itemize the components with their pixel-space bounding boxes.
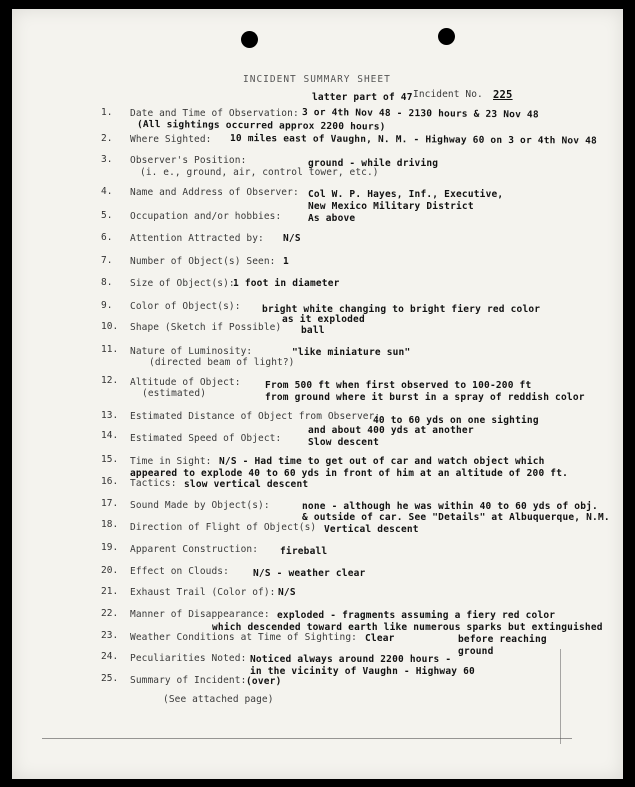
document-page <box>12 9 623 779</box>
item-label-summary: Summary of Incident: <box>130 675 247 686</box>
item-number: 21. <box>101 586 119 597</box>
item-label-time-in-sight: Time in Sight: <box>130 456 212 467</box>
item-label-estimated-distance: Estimated Distance of Object from Observer: <box>130 411 381 422</box>
bottom-rule <box>42 738 572 739</box>
item-answer-estimated-speed: Slow descent <box>308 437 380 448</box>
item-answer-color-of-objects: bright white changing to bright fiery red color <box>262 304 541 315</box>
item-label-shape: Shape (Sketch if Possible) <box>130 322 282 333</box>
punch-hole-left <box>241 31 258 48</box>
item-answer-peculiarities: Noticed always around 2200 hours - <box>250 654 452 665</box>
punch-hole-right <box>438 28 455 45</box>
item-answer-manner-of-disappearance-cont2: before reaching <box>458 634 547 645</box>
item-answer-summary: (over) <box>246 676 282 687</box>
item-number: 1. <box>101 107 113 118</box>
item-label-attention-attracted: Attention Attracted by: <box>130 233 264 244</box>
item-label-where-sighted: Where Sighted: <box>130 134 212 145</box>
item-label-direction-of-flight: Direction of Flight of Object(s) <box>130 522 317 533</box>
item-label-altitude: Altitude of Object: <box>130 377 241 388</box>
item-number: 18. <box>101 519 119 530</box>
item-sublabel-observer-position: (i. e., ground, air, control tower, etc.) <box>140 167 379 178</box>
item-answer-number-of-objects: 1 <box>283 256 289 267</box>
item-label-observer-name-address: Name and Address of Observer: <box>130 187 299 198</box>
item-answer-effect-on-clouds: N/S - weather clear <box>253 568 366 579</box>
item-label-effect-on-clouds: Effect on Clouds: <box>130 566 229 577</box>
item-number: 5. <box>101 210 113 221</box>
item-number: 17. <box>101 498 119 509</box>
item-sublabel-summary: (See attached page) <box>163 694 274 705</box>
item-number: 8. <box>101 277 113 288</box>
item-number: 13. <box>101 410 119 421</box>
item-sublabel-altitude: (estimated) <box>142 388 207 399</box>
item-number: 7. <box>101 255 113 266</box>
item-number: 19. <box>101 542 119 553</box>
item-number: 11. <box>101 344 119 355</box>
form-title: INCIDENT SUMMARY SHEET <box>243 74 391 85</box>
item-label-sound: Sound Made by Object(s): <box>130 500 270 511</box>
item-label-number-of-objects: Number of Object(s) Seen: <box>130 256 276 267</box>
item-answer-luminosity: "like miniature sun" <box>292 347 411 358</box>
incident-number: 225 <box>493 89 513 101</box>
item-answer-apparent-construction: fireball <box>280 546 328 557</box>
item-number: 25. <box>101 673 119 684</box>
item-answer-altitude: From 500 ft when first observed to 100-200 ft <box>265 380 532 391</box>
item-number: 10. <box>101 321 119 332</box>
item-number: 15. <box>101 454 119 465</box>
item-label-manner-of-disappearance: Manner of Disappearance: <box>130 609 270 620</box>
item-label-peculiarities: Peculiarities Noted: <box>130 653 247 664</box>
item-answer-manner-of-disappearance-cont3: ground <box>458 646 494 657</box>
item-label-occupation: Occupation and/or hobbies: <box>130 211 282 222</box>
item-label-weather-conditions: Weather Conditions at Time of Sighting: <box>130 632 357 643</box>
item-answer-exhaust-trail: N/S <box>278 587 296 598</box>
item-answer-observer-name: Col W. P. Hayes, Inf., Executive, <box>308 189 504 200</box>
item-sublabel-luminosity: (directed beam of light?) <box>149 357 295 368</box>
item-answer-manner-of-disappearance: exploded - fragments assuming a fiery red color <box>277 610 556 621</box>
item-answer-where-sighted: 10 miles east of Vaughn, N. M. - Highway 60 on 3 or 4th Nov 48 <box>229 133 598 147</box>
item-answer-direction-of-flight: Vertical descent <box>324 524 419 535</box>
item-answer-weather-conditions: Clear <box>365 633 395 644</box>
item-number: 16. <box>101 476 119 487</box>
item-answer-estimated-distance-cont: and about 400 yds at another <box>308 425 474 436</box>
item-label-date-time: Date and Time of Observation: <box>130 108 299 119</box>
item-label-luminosity: Nature of Luminosity: <box>130 346 253 357</box>
item-label-estimated-speed: Estimated Speed of Object: <box>130 433 282 444</box>
item-number: 23. <box>101 630 119 641</box>
item-number: 22. <box>101 608 119 619</box>
item-label-observer-position: Observer's Position: <box>130 155 247 166</box>
item-number: 4. <box>101 186 113 197</box>
item-answer-date-time-note: (All sightings occurred approx 2200 hours) <box>136 119 386 133</box>
item-answer-manner-of-disappearance-cont: which descended toward earth like numerous sparks but extinguished <box>212 622 603 633</box>
item-answer-time-in-sight-cont: appeared to explode 40 to 60 yds in front of him at an altitude of 200 ft. <box>130 468 569 479</box>
item-number: 6. <box>101 232 113 243</box>
item-answer-attention-attracted: N/S <box>283 233 301 244</box>
item-answer-observer-position: ground - while driving <box>308 158 439 169</box>
item-label-tactics: Tactics: <box>130 478 177 489</box>
date-header: latter part of 47 <box>312 92 413 103</box>
item-answer-observer-address: New Mexico Military District <box>308 201 474 212</box>
item-answer-altitude-cont: from ground where it burst in a spray of reddish color <box>265 392 585 403</box>
incident-label: Incident No. <box>413 89 483 100</box>
item-answer-date-time: 3 or 4th Nov 48 - 2130 hours & 23 Nov 48 <box>301 107 539 121</box>
item-answer-sound: none - although he was within 40 to 60 yds of obj. <box>302 501 598 512</box>
item-answer-estimated-distance: 40 to 60 yds on one sighting <box>373 415 539 426</box>
item-answer-time-in-sight: N/S - Had time to get out of car and watch object which <box>219 456 545 467</box>
item-label-color-of-objects: Color of Object(s): <box>130 301 241 312</box>
item-answer-size-of-objects: 1 foot in diameter <box>233 278 340 289</box>
item-answer-tactics: slow vertical descent <box>184 479 309 490</box>
item-answer-occupation: As above <box>308 213 356 224</box>
item-number: 12. <box>101 375 119 386</box>
item-answer-shape: ball <box>301 325 325 336</box>
item-number: 2. <box>101 133 113 144</box>
item-label-size-of-objects: Size of Object(s): <box>130 278 235 289</box>
item-number: 20. <box>101 565 119 576</box>
item-answer-peculiarities-cont: in the vicinity of Vaughn - Highway 60 <box>250 666 475 677</box>
item-number: 14. <box>101 430 119 441</box>
item-label-exhaust-trail: Exhaust Trail (Color of): <box>130 587 276 598</box>
item-number: 24. <box>101 651 119 662</box>
item-answer-sound-cont: & outside of car. See "Details" at Albuquerque, N.M. <box>302 512 610 523</box>
margin-rule <box>560 649 561 744</box>
item-number: 3. <box>101 154 113 165</box>
item-label-apparent-construction: Apparent Construction: <box>130 544 259 555</box>
item-answer-color-of-objects-cont: as it exploded <box>282 314 365 325</box>
item-number: 9. <box>101 300 113 311</box>
